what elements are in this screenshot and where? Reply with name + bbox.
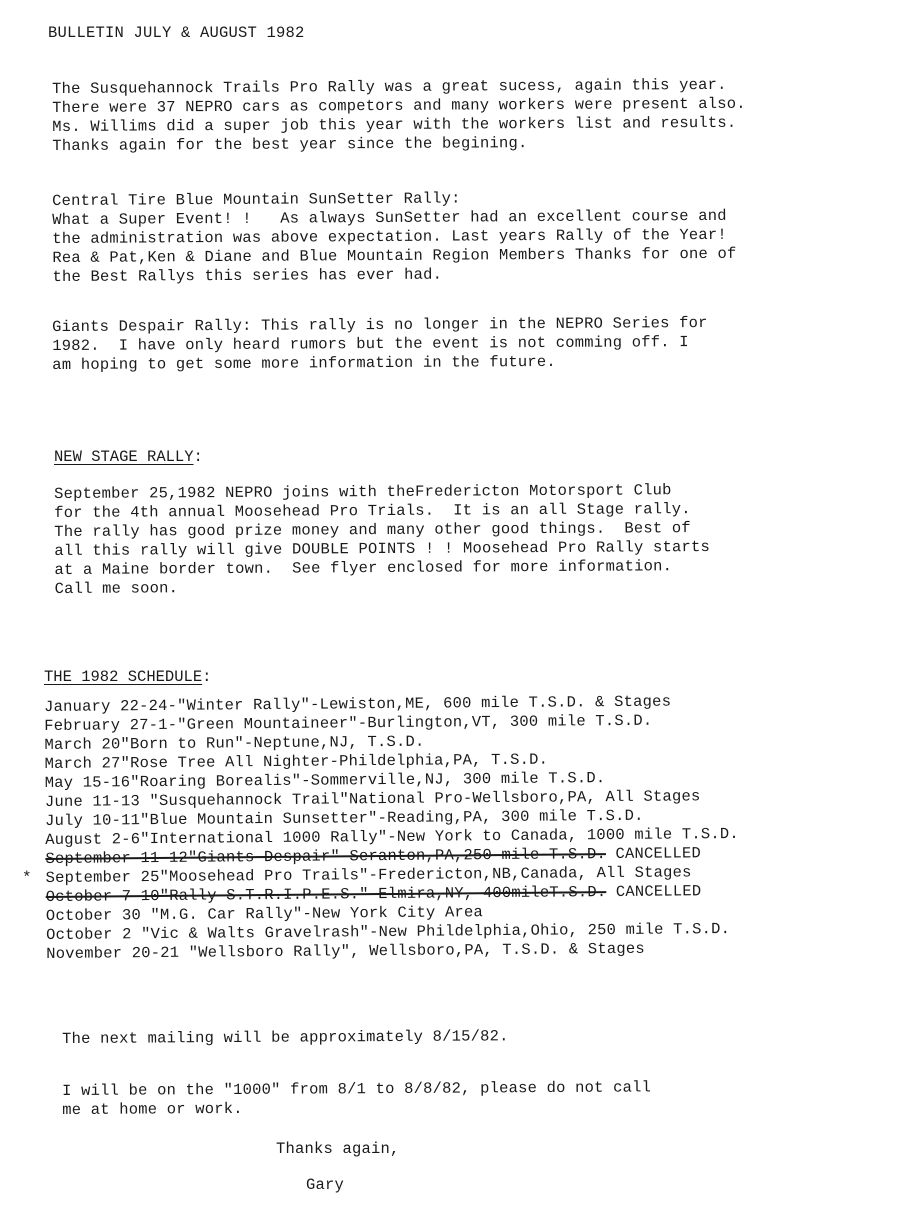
paragraph-line: September 25,1982 NEPRO joins with theFredericton Motorsport Club	[54, 481, 672, 503]
paragraph-line: am hoping to get some more information in the future.	[52, 352, 556, 374]
paragraph-line: Giants Despair Rally: This rally is no longer in the NEPRO Series for	[52, 313, 708, 336]
paragraph-line: Rea & Pat,Ken & Diane and Blue Mountain Region Members Thanks for one of	[52, 244, 737, 267]
schedule-item: January 22-24-"Winter Rally"-Lewiston,ME, 600 mile T.S.D. & Stages	[44, 692, 672, 716]
paragraph-line: Call me soon.	[54, 579, 179, 598]
schedule-item: May 15-16"Roaring Borealis"-Sommerville,NJ, 300 mile T.S.D.	[44, 769, 606, 792]
schedule-item: February 27-1-"Green Mountaineer"-Burlington,VT, 300 mile T.S.D.	[44, 711, 653, 735]
paragraph-line: the administration was above expectation. Last years Rally of the Year!	[52, 225, 727, 248]
next-mailing-note	[62, 1027, 509, 1049]
paragraph-line: me at home or work.	[62, 1099, 243, 1119]
signature-name: Gary	[306, 1176, 345, 1194]
paragraph-line: I will be on the "1000" from 8/1 to 8/8/82, please do not call	[62, 1078, 652, 1100]
schedule-item: August 2-6"International 1000 Rally"-New York to Canada, 1000 mile T.S.D.	[45, 824, 739, 849]
schedule-heading-row	[44, 668, 212, 687]
cancelled-label: CANCELLED	[605, 844, 702, 864]
paragraph-line: There were 37 NEPRO cars as competors and many workers were present also.	[52, 94, 746, 117]
schedule-list	[44, 692, 740, 964]
away-note	[62, 1078, 651, 1120]
paragraph-line: Thanks again for the best year since the begining.	[52, 134, 528, 155]
schedule-item: June 11-13 "Susquehannock Trail"National Pro-Wellsboro,PA, All Stages	[44, 787, 701, 811]
paragraph-line: Ms. Willims did a super job this year with the workers list and results.	[52, 113, 737, 136]
schedule-item: March 20"Born to Run"-Neptune,NJ, T.S.D.	[44, 732, 425, 754]
cancelled-label: CANCELLED	[606, 882, 702, 902]
schedule-item: October 30 "M.G. Car Rally"-New York City Area	[45, 903, 484, 925]
schedule-marker-asterisk: *	[22, 869, 32, 887]
new-stage-heading-row	[54, 448, 203, 467]
heading-colon: :	[193, 448, 204, 466]
schedule-item-starred: September 25"Moosehead Pro Trails"-Fredericton,NB,Canada, All Stages	[45, 863, 692, 887]
susquehannock-paragraph	[52, 76, 746, 156]
schedule-item: July 10-11"Blue Mountain Sunsetter"-Reading,PA, 300 mile T.S.D.	[44, 806, 644, 830]
paragraph-line: for the 4th annual Moosehead Pro Trials. It is an all Stage rally.	[54, 500, 691, 522]
paragraph-line: What a Super Event! ! As always SunSetter had an excellent course and	[52, 206, 727, 229]
paragraph-line: the Best Rallys this series has ever had.	[52, 265, 443, 286]
closing-thanks	[276, 1140, 400, 1159]
paragraph-line: The next mailing will be approximately 8/15/82.	[62, 1027, 509, 1048]
schedule-item: November 20-21 "Wellsboro Rally", Wellsboro,PA, T.S.D. & Stages	[46, 939, 645, 963]
paragraph-line: The Susquehannock Trails Pro Rally was a great sucess, again this year.	[52, 75, 727, 98]
paragraph-line: The rally has good prize money and many other good things. Best of	[54, 519, 691, 541]
paragraph-line: Central Tire Blue Mountain SunSetter Rally:	[52, 189, 461, 210]
giants-despair-paragraph	[52, 314, 708, 375]
schedule-heading: THE 1982 SCHEDULE	[44, 668, 203, 686]
new-stage-heading: NEW STAGE RALLY	[54, 448, 194, 466]
signature	[306, 1176, 344, 1195]
sunsetter-paragraph	[52, 188, 737, 287]
bulletin-header	[48, 24, 305, 43]
schedule-item: March 27"Rose Tree All Nighter-Phildelphia,PA, T.S.D.	[44, 750, 549, 773]
new-stage-paragraph	[54, 481, 710, 599]
cancelled-event-text: October-7-10"Rally-S.T.R.I.P.E.S."-Elmira,NY,-400mileT.S.D.	[45, 883, 607, 906]
paragraph-line: all this rally will give DOUBLE POINTS ! ! Moosehead Pro Rally starts	[54, 537, 711, 560]
cancelled-event-text: September-11-12"Giants-Despair"-Seranton,PA,250-mile-T.S.D.	[45, 845, 607, 868]
schedule-item: October 2 "Vic & Walts Gravelrash"-New Phildelphia,Ohio, 250 mile T.S.D.	[45, 920, 731, 944]
paragraph-line: at a Maine border town. See flyer enclosed for more information.	[54, 557, 673, 579]
closing-line: Thanks again,	[276, 1140, 400, 1158]
heading-colon: :	[202, 668, 212, 686]
bulletin-title: BULLETIN JULY & AUGUST 1982	[48, 24, 305, 42]
paragraph-line: 1982. I have only heard rumors but the event is not comming off. I	[52, 333, 689, 355]
